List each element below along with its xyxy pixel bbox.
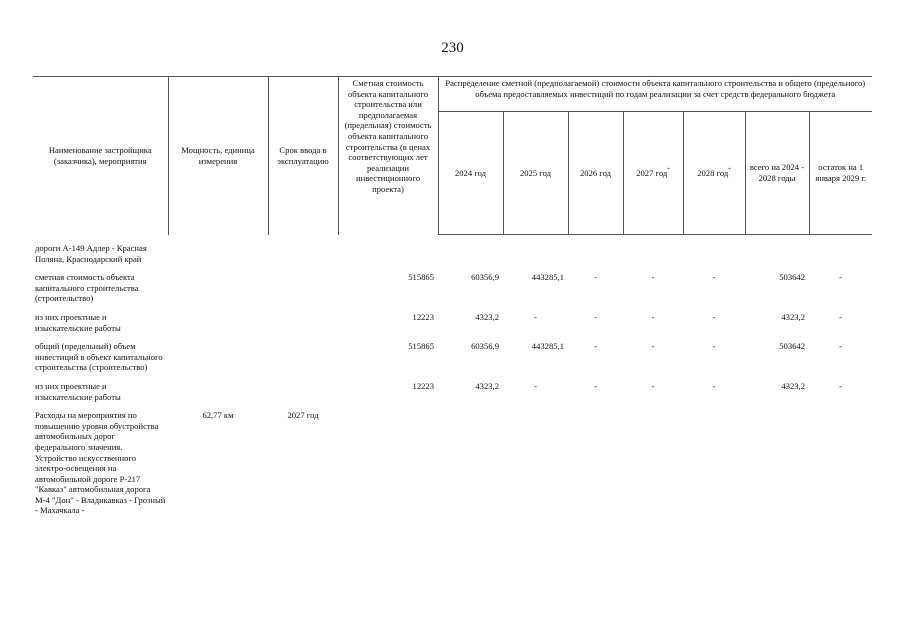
row-commission — [268, 272, 338, 304]
row-name: сметная стоимость объекта капитального строительства (строительство) — [35, 272, 139, 304]
row-capacity — [168, 341, 268, 373]
row-value-1: - — [534, 380, 537, 391]
row-capacity: 62,77 км — [202, 410, 234, 421]
row-estimated-cost: 12223 — [412, 311, 434, 322]
table-row — [33, 410, 872, 516]
header-name: Наименование застройщика (заказчика), мероприятия — [33, 77, 168, 235]
row-capacity — [168, 243, 268, 264]
table-body — [33, 235, 872, 525]
header-year-6 — [809, 112, 872, 235]
row-value-3: - — [651, 341, 655, 352]
row-value-2 — [568, 410, 623, 516]
header-distribution: Распределение сметной (предполагаемой) стоимости объекта капитального строительства и общего (предельного) объема предоставляемых инвестиций по годам реализации за счет средств федерального бюджета — [438, 77, 872, 112]
row-value-3: - — [651, 380, 655, 391]
row-name: дороги А-149 Адлер - Красная Поляна, Краснодарский край — [35, 243, 147, 264]
row-estimated-cost: 515865 — [408, 272, 434, 283]
page-number: 230 — [441, 40, 464, 56]
row-value-6: - — [839, 380, 842, 391]
header-year-label: 2025 год — [519, 167, 552, 178]
row-commission — [268, 341, 338, 373]
row-commission — [268, 312, 338, 333]
header-commission: Срок ввода в эксплуатацию — [268, 77, 338, 235]
header-estimated-cost: Сметная стоимость объекта капитального строительства или предполагаемая (предельная) стоимость объекта капитального строительства (в ценах соответствующих лет реализации инвестиционного проекта) — [338, 77, 438, 235]
row-value-0: 60356,9 — [471, 341, 499, 352]
row-value-2 — [568, 243, 623, 264]
header-year-label: 2024 год — [454, 167, 487, 178]
header-year-5 — [745, 112, 809, 235]
row-value-1: 443285,1 — [531, 272, 564, 283]
row-capacity — [168, 272, 268, 304]
row-estimated-cost: 12223 — [412, 380, 434, 391]
table-row — [33, 341, 872, 373]
row-value-3: - — [651, 272, 655, 283]
row-value-5: 4323,2 — [781, 380, 805, 391]
row-estimated-cost — [338, 410, 438, 516]
row-name: Расходы на мероприятия по повышению уровня обустройства автомобильных дорог федерального значения. Устройство искусственного электро-освещения на автомобильной дороге Р-217 "Кавказ" автомобильная дорога М-4 "Дон" - Владикавказ - Грозный - Махачкала - — [35, 410, 166, 516]
row-value-1: - — [534, 311, 537, 322]
row-value-0: 60356,9 — [471, 272, 499, 283]
footnote-mark: * — [728, 167, 731, 173]
row-value-4: - — [712, 272, 716, 283]
row-value-5 — [745, 410, 809, 516]
header-year-label: остаток на 1 января 2029 г. — [815, 162, 867, 183]
table-row — [33, 243, 872, 264]
row-value-2: - — [594, 380, 597, 391]
row-value-1 — [503, 243, 568, 264]
row-value-6 — [809, 410, 872, 516]
row-name: из них проектные и изыскательские работы — [35, 311, 121, 333]
header-year-4 — [683, 112, 745, 235]
header-capacity: Мощность, единица измерения — [168, 77, 268, 235]
row-value-5 — [745, 243, 809, 264]
row-estimated-cost — [338, 243, 438, 264]
row-value-4: - — [712, 311, 716, 322]
row-capacity — [168, 312, 268, 333]
row-value-6: - — [839, 272, 842, 283]
header-year-label: 2027 год — [636, 167, 668, 178]
table-row — [33, 381, 872, 402]
row-value-2: - — [594, 341, 597, 352]
table-header — [33, 77, 872, 235]
row-value-3: - — [651, 311, 655, 322]
row-commission: 2027 год — [287, 410, 319, 421]
row-commission — [268, 381, 338, 402]
header-year-3 — [623, 112, 683, 235]
row-value-6 — [809, 243, 872, 264]
header-year-2 — [568, 112, 623, 235]
row-estimated-cost: 515865 — [408, 341, 434, 352]
row-value-6: - — [839, 341, 842, 352]
row-value-5: 503642 — [779, 272, 805, 283]
header-year-1 — [503, 112, 568, 235]
row-value-1: 443285,1 — [531, 341, 564, 352]
table-row — [33, 272, 872, 304]
header-year-label: всего на 2024 - 2028 годы — [749, 162, 805, 183]
investment-table — [33, 76, 872, 524]
row-name: из них проектные и изыскательские работы — [35, 380, 121, 402]
row-value-4: - — [712, 380, 716, 391]
row-value-4 — [683, 410, 745, 516]
row-commission — [268, 243, 338, 264]
row-value-3 — [623, 243, 683, 264]
row-value-5: 503642 — [779, 341, 805, 352]
row-value-4 — [683, 243, 745, 264]
row-capacity — [168, 381, 268, 402]
row-value-0 — [438, 410, 503, 516]
row-value-3 — [623, 410, 683, 516]
table-row — [33, 312, 872, 333]
row-value-1 — [503, 410, 568, 516]
row-value-0: 4323,2 — [475, 311, 499, 322]
header-year-label: 2028 год — [697, 167, 729, 178]
row-value-2: - — [594, 311, 597, 322]
row-value-0: 4323,2 — [475, 380, 499, 391]
row-value-0 — [438, 243, 503, 264]
row-name: общий (предельный) объем инвестиций в объект капитального строительства (строительство) — [35, 341, 163, 373]
row-value-2: - — [594, 272, 597, 283]
row-value-5: 4323,2 — [781, 311, 805, 322]
header-year-label: 2026 год — [579, 167, 612, 178]
footnote-mark: * — [667, 167, 670, 173]
header-year-0 — [438, 112, 503, 235]
row-value-6: - — [839, 311, 842, 322]
row-value-4: - — [712, 341, 716, 352]
